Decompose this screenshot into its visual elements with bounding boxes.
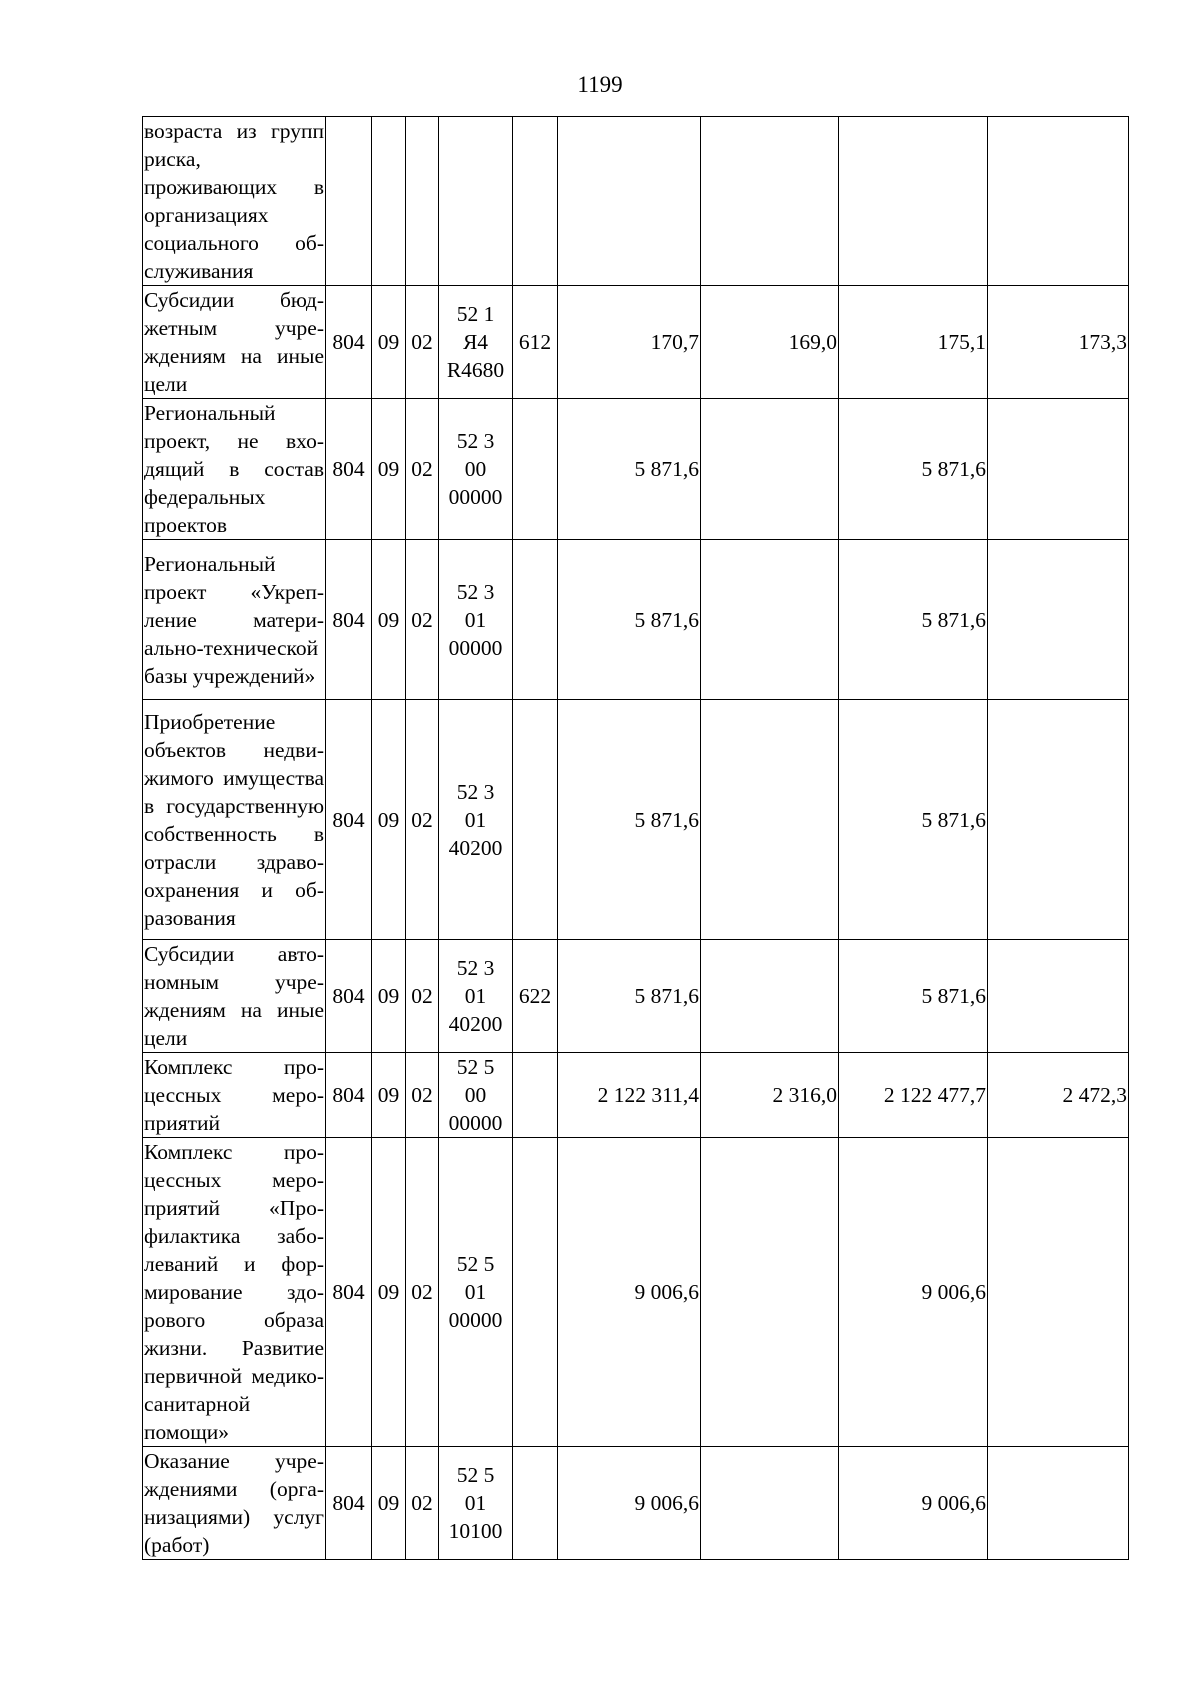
target-article-line: 01: [464, 1491, 487, 1515]
row-subsection: 02: [406, 1447, 439, 1560]
row-amount-4: [988, 399, 1129, 540]
row-subsection: 02: [406, 1138, 439, 1447]
target-article-line: 01: [464, 1280, 487, 1304]
row-amount-1: 9 006,6: [558, 1138, 701, 1447]
row-amount-1: 5 871,6: [558, 540, 701, 700]
row-expense-type: 612: [513, 286, 558, 399]
row-admin-code: 804: [326, 1447, 372, 1560]
row-amount-2: [701, 700, 839, 940]
target-article-line: 52 1: [456, 302, 495, 326]
row-amount-1: [558, 117, 701, 286]
row-subsection: 02: [406, 1053, 439, 1138]
row-admin-code: 804: [326, 540, 372, 700]
table-row: [143, 1447, 1129, 1560]
target-article-line: 40200: [448, 835, 503, 860]
row-description: Оказание учреждениями (организациями) услуг (работ): [143, 1447, 326, 1560]
row-amount-2: [701, 117, 839, 286]
row-expense-type: [513, 1138, 558, 1447]
row-section: 09: [372, 540, 406, 700]
row-expense-type: [513, 540, 558, 700]
row-expense-type: [513, 399, 558, 540]
row-amount-4: 2 472,3: [988, 1053, 1129, 1138]
target-article-line: 52 3: [456, 956, 495, 980]
row-admin-code: 804: [326, 940, 372, 1053]
row-description: Региональный проект «Укрепление материально-технической базы учреждений»: [143, 540, 326, 700]
row-amount-3: 5 871,6: [839, 399, 988, 540]
row-subsection: 02: [406, 540, 439, 700]
row-amount-1: 2 122 311,4: [558, 1053, 701, 1138]
row-section: 09: [372, 286, 406, 399]
row-amount-2: [701, 1447, 839, 1560]
table-row: [143, 399, 1129, 540]
row-target-article: [439, 399, 513, 540]
row-amount-2: [701, 1138, 839, 1447]
target-article-line: 01: [464, 607, 487, 632]
target-article-line: 40200: [448, 1012, 503, 1036]
row-amount-3: 9 006,6: [839, 1447, 988, 1560]
row-admin-code: 804: [326, 700, 372, 940]
table-row: [143, 286, 1129, 399]
target-article-line: 00000: [448, 1111, 503, 1135]
row-subsection: 02: [406, 399, 439, 540]
row-amount-4: [988, 940, 1129, 1053]
page-number: 1199: [577, 72, 623, 97]
row-amount-4: 173,3: [988, 286, 1129, 399]
target-article-line: 52 3: [456, 579, 495, 604]
target-article-line: 52 5: [456, 1055, 495, 1079]
row-section: 09: [372, 1053, 406, 1138]
row-target-article: [439, 540, 513, 700]
row-subsection: 02: [406, 286, 439, 399]
row-expense-type: [513, 1053, 558, 1138]
row-description: Комплекс процессных мероприятий: [143, 1053, 326, 1138]
target-article-line: 00000: [448, 485, 503, 509]
table-row: [143, 1138, 1129, 1447]
row-description: Приобретение объектов недвижимого имущества в государственную собственность в отрасли здравоохранения и образования: [143, 700, 326, 940]
row-subsection: [406, 117, 439, 286]
row-admin-code: 804: [326, 1138, 372, 1447]
row-amount-3: 5 871,6: [839, 700, 988, 940]
row-description: Региональный проект, не входящий в состав федеральных проектов: [143, 399, 326, 540]
target-article-line: 52 5: [456, 1463, 495, 1487]
target-article-line: 00000: [448, 635, 503, 660]
row-description: Субсидии бюджетным учреждениям на иные цели: [143, 286, 326, 399]
target-article-line: 52 3: [456, 779, 495, 804]
row-admin-code: 804: [326, 1053, 372, 1138]
target-article-line: 00: [464, 1083, 487, 1107]
row-expense-type: [513, 700, 558, 940]
row-amount-2: [701, 540, 839, 700]
target-article-line: 01: [464, 807, 487, 832]
row-subsection: 02: [406, 700, 439, 940]
target-article-line: 00: [464, 457, 487, 481]
row-amount-4: [988, 540, 1129, 700]
target-article-line: 10100: [448, 1519, 503, 1543]
table-row: [143, 540, 1129, 700]
row-amount-1: 9 006,6: [558, 1447, 701, 1560]
row-target-article: [439, 700, 513, 940]
row-expense-type: 622: [513, 940, 558, 1053]
target-article-line: 01: [464, 984, 487, 1008]
row-amount-3: 2 122 477,7: [839, 1053, 988, 1138]
target-article-line: R4680: [446, 358, 505, 382]
row-amount-2: 169,0: [701, 286, 839, 399]
row-amount-2: 2 316,0: [701, 1053, 839, 1138]
row-amount-4: [988, 1138, 1129, 1447]
row-section: [372, 117, 406, 286]
budget-table: [142, 116, 1129, 1560]
row-amount-4: [988, 700, 1129, 940]
target-article-line: 52 5: [456, 1252, 495, 1276]
row-section: 09: [372, 399, 406, 540]
table-row: [143, 940, 1129, 1053]
target-article-line: 00000: [448, 1308, 503, 1332]
table-row: [143, 700, 1129, 940]
target-article-line: 52 3: [456, 429, 495, 453]
row-amount-2: [701, 399, 839, 540]
row-amount-1: 5 871,6: [558, 700, 701, 940]
row-amount-3: 175,1: [839, 286, 988, 399]
row-section: 09: [372, 1138, 406, 1447]
row-amount-1: 5 871,6: [558, 940, 701, 1053]
row-amount-1: 170,7: [558, 286, 701, 399]
row-amount-3: [839, 117, 988, 286]
row-section: 09: [372, 940, 406, 1053]
row-admin-code: 804: [326, 286, 372, 399]
row-amount-4: [988, 117, 1129, 286]
table-row: [143, 117, 1129, 286]
row-subsection: 02: [406, 940, 439, 1053]
table-row: [143, 1053, 1129, 1138]
row-amount-4: [988, 1447, 1129, 1560]
row-amount-3: 9 006,6: [839, 1138, 988, 1447]
row-admin-code: [326, 117, 372, 286]
row-amount-3: 5 871,6: [839, 940, 988, 1053]
row-expense-type: [513, 117, 558, 286]
row-target-article: [439, 940, 513, 1053]
row-section: 09: [372, 700, 406, 940]
target-article-line: Я4: [462, 330, 489, 354]
row-target-article: [439, 286, 513, 399]
row-target-article: [439, 1138, 513, 1447]
row-section: 09: [372, 1447, 406, 1560]
row-amount-2: [701, 940, 839, 1053]
row-description: Комплекс процессных мероприятий «Профилактика заболеваний и формирование здорового образа жизни. Развитие первичной медико-санитарной помощи»: [143, 1138, 326, 1447]
row-amount-1: 5 871,6: [558, 399, 701, 540]
row-description: возраста из групп риска, проживающих в организациях социального обслуживания: [143, 117, 326, 286]
row-admin-code: 804: [326, 399, 372, 540]
row-target-article: [439, 117, 513, 286]
row-amount-3: 5 871,6: [839, 540, 988, 700]
row-expense-type: [513, 1447, 558, 1560]
row-target-article: [439, 1053, 513, 1138]
row-description: Субсидии автономным учреждениям на иные цели: [143, 940, 326, 1053]
row-target-article: [439, 1447, 513, 1560]
